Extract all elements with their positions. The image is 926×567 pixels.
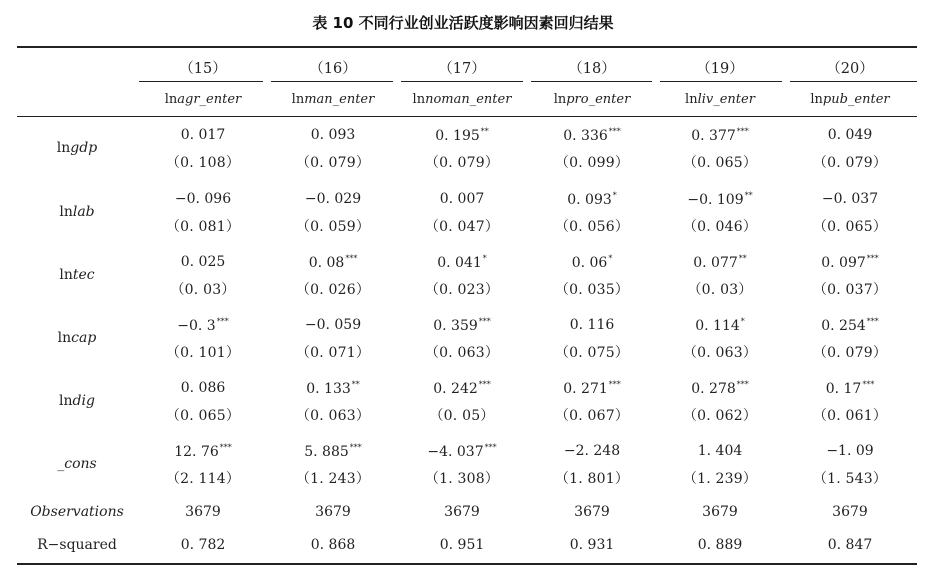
coefficient-value: 0. 077 (693, 255, 738, 271)
row-label-prefix: ln (56, 140, 71, 156)
coefficient (656, 127, 784, 144)
standard-error: （0. 081） (165, 219, 241, 235)
column-number: （18） (568, 61, 616, 77)
significance-stars: *** (736, 127, 749, 136)
standard-error: （0. 059） (295, 219, 371, 235)
coefficient-value: 0. 116 (569, 317, 615, 333)
coefficient-value: 0. 359 (433, 318, 478, 334)
significance-stars: *** (219, 443, 232, 452)
significance-stars: *** (608, 380, 621, 389)
coefficient (269, 191, 397, 207)
coefficient-value: −1. 09 (826, 443, 874, 459)
significance-stars: *** (345, 254, 358, 263)
standard-error: （0. 063） (295, 408, 371, 424)
coefficient (528, 127, 656, 144)
standard-error: （1. 243） (295, 471, 371, 487)
standard-error: （0. 03） (170, 282, 236, 298)
row-label-name: gdp (70, 140, 98, 156)
significance-stars: *** (216, 317, 229, 326)
coefficient (528, 443, 656, 459)
standard-error: （0. 067） (554, 408, 630, 424)
coefficient (139, 191, 267, 207)
coefficient-value: 0. 17 (825, 381, 862, 397)
standard-error: （0. 079） (812, 345, 888, 361)
coefficient (139, 443, 267, 460)
coefficient-value: 0. 254 (821, 318, 866, 334)
observations-value: 3679 (185, 504, 221, 520)
coefficient-value: 12. 76 (174, 444, 219, 460)
bottom-rule (17, 563, 917, 565)
coefficient (528, 254, 656, 271)
variable-name: agr_enter (177, 92, 242, 107)
column-number: （16） (309, 61, 357, 77)
coefficient (786, 443, 914, 459)
row-label-prefix: ln (59, 204, 73, 220)
variable-name: pub_enter (822, 92, 890, 107)
coefficient-value: 0. 06 (571, 255, 608, 271)
coefficient-value: 0. 093 (310, 127, 356, 143)
row-label-name: dig (72, 393, 95, 409)
row-label (17, 456, 137, 472)
col-rule-20 (790, 81, 917, 82)
standard-error: （0. 065） (682, 155, 758, 171)
coefficient-value: 0. 007 (439, 191, 485, 207)
column-variable (786, 92, 914, 107)
coefficient-value: 0. 041 (437, 255, 482, 271)
column-number: （20） (826, 61, 874, 77)
variable-prefix: ln (810, 92, 823, 107)
coefficient-value: 0. 271 (563, 381, 608, 397)
significance-stars: *** (866, 317, 879, 326)
row-label (17, 330, 137, 346)
col-rule-16 (271, 81, 393, 82)
significance-stars: *** (736, 380, 749, 389)
row-label (17, 140, 137, 156)
variable-name: liv_enter (697, 92, 755, 107)
coefficient-value: 0. 086 (180, 380, 226, 396)
coefficient (398, 443, 526, 460)
coefficient-value: 0. 242 (433, 381, 478, 397)
standard-error: （0. 035） (554, 282, 630, 298)
observations-value: 3679 (315, 504, 351, 520)
row-label-prefix: ln (59, 267, 73, 283)
standard-error: （0. 026） (295, 282, 371, 298)
standard-error: （0. 03） (687, 282, 753, 298)
top-rule (17, 46, 917, 48)
coefficient-value: 0. 049 (827, 127, 873, 143)
coefficient-value: −0. 3 (177, 318, 216, 334)
coefficient-value: −0. 037 (821, 191, 879, 207)
column-variable (269, 92, 397, 107)
row-label (17, 393, 137, 409)
coefficient-value: 0. 114 (695, 318, 740, 334)
coefficient-value: −2. 248 (563, 443, 621, 459)
standard-error: （1. 239） (682, 471, 758, 487)
row-label-name: cap (71, 330, 97, 346)
variable-prefix: ln (164, 92, 178, 107)
coefficient (786, 254, 914, 271)
observations-value: 3679 (574, 504, 610, 520)
coefficient (398, 254, 526, 271)
significance-stars: *** (862, 380, 875, 389)
observations-value: 3679 (444, 504, 480, 520)
standard-error: （0. 063） (682, 345, 758, 361)
standard-error: （0. 065） (812, 219, 888, 235)
coefficient (656, 254, 784, 271)
coefficient (269, 317, 397, 333)
coefficient-value: 0. 08 (308, 255, 345, 271)
r-squared-value: 0. 847 (827, 537, 873, 553)
coefficient (398, 317, 526, 334)
row-label-name: _cons (57, 456, 97, 472)
coefficient (786, 191, 914, 207)
standard-error: （0. 108） (165, 155, 241, 171)
significance-stars: * (612, 191, 617, 200)
col-rule-19 (660, 81, 782, 82)
standard-error: （0. 101） (165, 345, 241, 361)
significance-stars: * (608, 254, 613, 263)
col-rule-15 (139, 81, 263, 82)
r-squared-value: 0. 889 (697, 537, 743, 553)
coefficient-value: 0. 133 (306, 381, 351, 397)
standard-error: （0. 056） (554, 219, 630, 235)
column-variable (528, 92, 656, 107)
column-number: （19） (696, 61, 744, 77)
standard-error: （1. 801） (554, 471, 630, 487)
coefficient-value: 0. 377 (691, 128, 736, 144)
coefficient-value: −0. 059 (304, 317, 362, 333)
variable-name: pro_enter (566, 92, 631, 107)
significance-stars: *** (866, 254, 879, 263)
coefficient (398, 127, 526, 144)
coefficient-value: 0. 025 (180, 254, 226, 270)
standard-error: （0. 079） (812, 155, 888, 171)
coefficient-value: 0. 017 (180, 127, 226, 143)
column-variable (398, 92, 526, 107)
coefficient-value: 0. 278 (691, 381, 736, 397)
observations-label: Observations (30, 504, 124, 520)
coefficient (528, 380, 656, 397)
coefficient-value: 1. 404 (697, 443, 743, 459)
col-rule-18 (531, 81, 652, 82)
coefficient-value: 0. 336 (563, 128, 608, 144)
standard-error: （2. 114） (165, 471, 241, 487)
standard-error: （0. 047） (424, 219, 500, 235)
standard-error: （0. 05） (429, 408, 495, 424)
variable-name: noman_enter (425, 92, 512, 107)
coefficient (528, 191, 656, 208)
r-squared-value: 0. 951 (439, 537, 485, 553)
r-squared-label: R−squared (37, 537, 117, 553)
coefficient (398, 191, 526, 207)
variable-prefix: ln (291, 92, 305, 107)
coefficient-value: −0. 029 (304, 191, 362, 207)
standard-error: （0. 061） (812, 408, 888, 424)
standard-error: （0. 075） (554, 345, 630, 361)
coefficient (269, 254, 397, 271)
r-squared-value: 0. 782 (180, 537, 226, 553)
coefficient-value: 0. 093 (567, 192, 612, 208)
row-label-prefix: ln (59, 393, 73, 409)
coefficient (656, 443, 784, 459)
standard-error: （0. 099） (554, 155, 630, 171)
coefficient (656, 380, 784, 397)
row-label-name: lab (72, 204, 95, 220)
coefficient (269, 127, 397, 143)
coefficient (269, 443, 397, 460)
significance-stars: *** (484, 443, 497, 452)
coefficient-value: 0. 097 (821, 255, 866, 271)
standard-error: （1. 308） (424, 471, 500, 487)
standard-error: （0. 071） (295, 345, 371, 361)
col-rule-17 (401, 81, 523, 82)
significance-stars: *** (349, 443, 362, 452)
standard-error: （0. 037） (812, 282, 888, 298)
table-title: 表 10 不同行业创业活跃度影响因素回归结果 (312, 14, 614, 32)
standard-error: （0. 079） (295, 155, 371, 171)
coefficient (656, 191, 784, 208)
coefficient (786, 127, 914, 143)
variable-prefix: ln (553, 92, 567, 107)
coefficient (528, 317, 656, 333)
significance-stars: *** (478, 317, 491, 326)
standard-error: （0. 062） (682, 408, 758, 424)
coefficient (139, 380, 267, 396)
significance-stars: * (740, 317, 745, 326)
column-number: （17） (438, 61, 486, 77)
coefficient (786, 380, 914, 397)
coefficient (139, 317, 267, 334)
coefficient (139, 127, 267, 143)
coefficient (786, 317, 914, 334)
coefficient-value: −4. 037 (427, 444, 484, 460)
standard-error: （1. 543） (812, 471, 888, 487)
significance-stars: ** (744, 191, 753, 200)
coefficient-value: −0. 096 (174, 191, 232, 207)
observations-value: 3679 (702, 504, 738, 520)
coefficient (139, 254, 267, 270)
coefficient-value: 0. 195 (435, 128, 480, 144)
coefficient (398, 380, 526, 397)
coefficient (269, 380, 397, 397)
row-label (17, 204, 137, 220)
row-label-name: tec (72, 267, 95, 283)
row-label-prefix: ln (57, 330, 72, 346)
observations-value: 3679 (832, 504, 868, 520)
coefficient-value: −0. 109 (687, 192, 744, 208)
standard-error: （0. 079） (424, 155, 500, 171)
column-number: （15） (179, 61, 227, 77)
significance-stars: ** (738, 254, 747, 263)
column-variable (139, 92, 267, 107)
row-label (17, 267, 137, 283)
significance-stars: ** (351, 380, 360, 389)
coefficient (656, 317, 784, 334)
significance-stars: * (482, 254, 487, 263)
variable-prefix: ln (412, 92, 426, 107)
standard-error: （0. 046） (682, 219, 758, 235)
r-squared-value: 0. 868 (310, 537, 356, 553)
r-squared-value: 0. 931 (569, 537, 615, 553)
variable-prefix: ln (685, 92, 698, 107)
significance-stars: *** (608, 127, 621, 136)
standard-error: （0. 023） (424, 282, 500, 298)
column-variable (656, 92, 784, 107)
standard-error: （0. 065） (165, 408, 241, 424)
header-rule (17, 116, 917, 117)
standard-error: （0. 063） (424, 345, 500, 361)
coefficient-value: 5. 885 (304, 444, 349, 460)
variable-name: man_enter (304, 92, 375, 107)
significance-stars: ** (480, 127, 489, 136)
significance-stars: *** (478, 380, 491, 389)
